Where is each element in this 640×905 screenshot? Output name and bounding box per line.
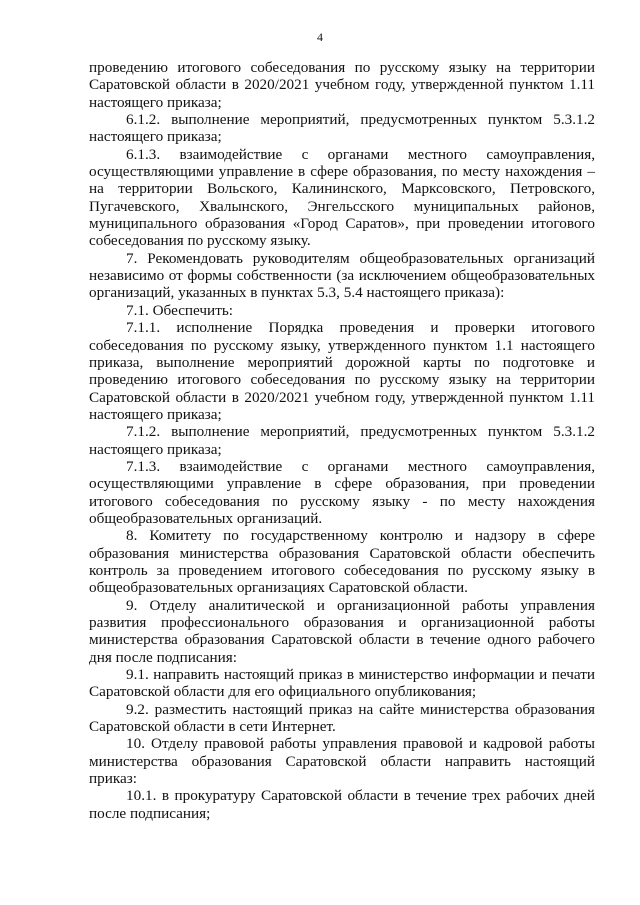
document-body (89, 59, 595, 822)
paragraph-6-1-2: 6.1.2. выполнение мероприятий, предусмотренных пунктом 5.3.1.2 настоящего приказа; (89, 111, 595, 146)
paragraph-continuation: проведению итогового собеседования по русскому языку на территории Саратовской области в 2020/2021 учебном году, утвержденной пунктом 1.11 настоящего приказа; (89, 59, 595, 111)
paragraph-6-1-3: 6.1.3. взаимодействие с органами местного самоуправления, осуществляющими управление в сфере образования, по месту нахождения – на территории Вольского, Калининского, Марксовского, Петровского, Пугачевского, Хвалынского, Энгельсского муниципальных районов, муниципального образования «Город Саратов», при проведении итогового собеседования по русскому языку. (89, 145, 595, 250)
paragraph-8: 8. Комитету по государственному контролю и надзору в сфере образования министерства образования Саратовской области обеспечить контроль за проведением итогового собеседования по русскому языку в общеобразовательных организациях Саратовской области. (89, 527, 595, 597)
paragraph-7: 7. Рекомендовать руководителям общеобразовательных организаций независимо от формы собственности (за исключением общеобразовательных организаций, указанных в пунктах 5.3, 5.4 настоящего приказа): (89, 249, 595, 302)
page-number: 4 (317, 30, 323, 44)
paragraph-10: 10. Отделу правовой работы управления правовой и кадровой работы министерства образования Саратовской области направить настоящий приказ: (89, 735, 595, 788)
paragraph-9: 9. Отделу аналитической и организационной работы управления развития профессионального образования и организационной работы министерства образования Саратовской области в течение одного рабочего дня после подписания: (89, 596, 595, 666)
paragraph-7-1-3: 7.1.3. взаимодействие с органами местного самоуправления, осуществляющими управление в сфере образования, при проведении итогового собеседования по русскому языку - по месту нахождения общеобразовательных организаций. (89, 457, 595, 527)
paragraph-9-1: 9.1. направить настоящий приказ в министерство информации и печати Саратовской области для его официального опубликования; (89, 666, 595, 701)
paragraph-10-1: 10.1. в прокуратуру Саратовской области в течение трех рабочих дней после подписания; (89, 787, 595, 822)
paragraph-7-1: 7.1. Обеспечить: (126, 301, 233, 319)
paragraph-7-1-1: 7.1.1. исполнение Порядка проведения и проверки итогового собеседования по русскому языку, утвержденного пунктом 1.1 настоящего приказа, выполнение мероприятий дорожной карты по подготовке и проведению итогового собеседования по русскому языку на территории Саратовской области в 2020/2021 учебном году, утвержденной пунктом 1.11 настоящего приказа; (89, 319, 595, 423)
paragraph-7-1-2: 7.1.2. выполнение мероприятий, предусмотренных пунктом 5.3.1.2 настоящего приказа; (89, 423, 595, 458)
paragraph-9-2: 9.2. разместить настоящий приказ на сайте министерства образования Саратовской области в сети Интернет. (89, 700, 595, 736)
